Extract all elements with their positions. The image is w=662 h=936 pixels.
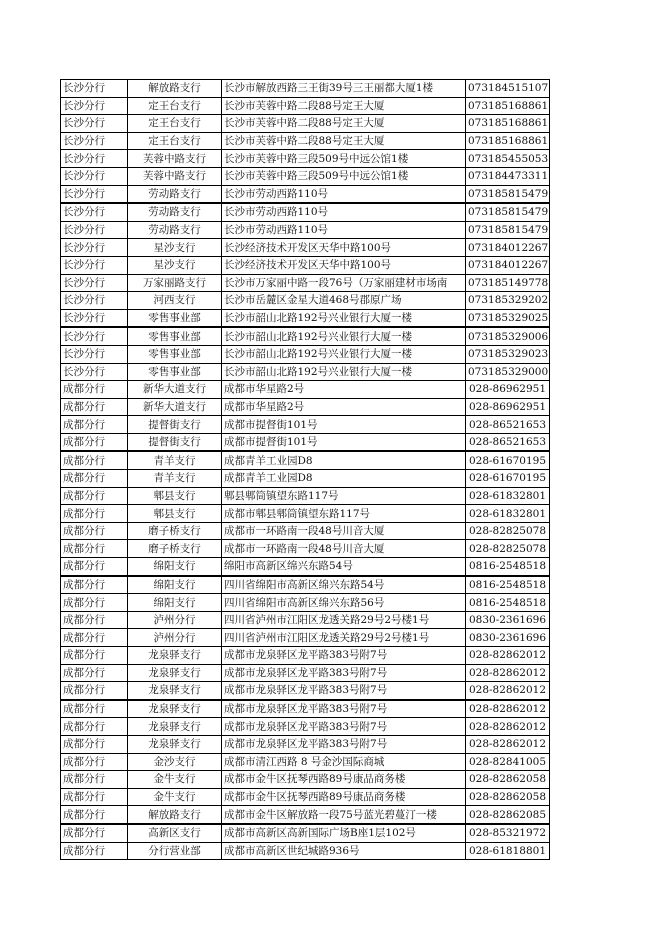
branch-cell: 长沙分行 [61,167,128,185]
table-row [61,487,550,505]
phone-cell: 073185815479 [466,185,550,203]
phone-cell: 073184012267 [466,256,550,274]
phone-cell: 073185329025 [466,309,550,327]
branch-cell: 成都分行 [61,505,128,523]
address-cell: 成都市龙泉驿区龙平路383号附7号 [222,647,466,665]
branch-cell: 成都分行 [61,487,128,505]
table-row [61,203,550,221]
sub-branch-cell: 龙泉驿支行 [128,647,222,665]
address-cell: 长沙市解放西路三王街39号三王丽都大厦1楼 [222,80,466,98]
phone-cell: 028-61832801 [466,505,550,523]
table-row [61,682,550,700]
address-cell: 长沙市芙蓉中路三段509号中远公馆1楼 [222,167,466,185]
branch-cell: 长沙分行 [61,203,128,221]
address-cell: 成都市郫县郫筒镇望东路117号 [222,505,466,523]
branch-cell: 成都分行 [61,806,128,824]
branch-cell: 长沙分行 [61,221,128,239]
branch-cell: 长沙分行 [61,132,128,150]
phone-cell: 0830-2361696 [466,629,550,647]
table-row [61,629,550,647]
table-row [61,256,550,274]
sub-branch-cell: 龙泉驿支行 [128,735,222,753]
table-row [61,788,550,806]
phone-cell: 028-85321972 [466,824,550,842]
sub-branch-cell: 劳动路支行 [128,185,222,203]
branch-cell: 长沙分行 [61,274,128,292]
phone-cell: 028-82862012 [466,664,550,682]
phone-cell: 028-86521653 [466,416,550,434]
sub-branch-cell: 零售事业部 [128,363,222,381]
sub-branch-cell: 郫县支行 [128,505,222,523]
phone-cell: 073185168861 [466,132,550,150]
table-row [61,239,550,257]
phone-cell: 028-61670195 [466,451,550,469]
sub-branch-cell: 分行营业部 [128,842,222,860]
sub-branch-cell: 芙蓉中路支行 [128,150,222,168]
address-cell: 成都市龙泉驿区龙平路383号附7号 [222,700,466,718]
table-row [61,700,550,718]
sub-branch-cell: 劳动路支行 [128,221,222,239]
address-cell: 成都青羊工业园D8 [222,470,466,488]
table-row [61,842,550,860]
phone-cell: 073185168861 [466,97,550,115]
table-row [61,806,550,824]
branch-cell: 成都分行 [61,788,128,806]
address-cell: 长沙市万家丽中路一段76号（万家丽建材市场南 [222,274,466,292]
address-cell: 成都市龙泉驿区龙平路383号附7号 [222,682,466,700]
phone-cell: 028-82841005 [466,753,550,771]
table-row [61,345,550,363]
branch-cell: 成都分行 [61,576,128,594]
branch-cell: 成都分行 [61,470,128,488]
address-cell: 成都市华星路2号 [222,398,466,416]
sub-branch-cell: 零售事业部 [128,345,222,363]
sub-branch-cell: 定王台支行 [128,97,222,115]
table-row [61,416,550,434]
branch-cell: 长沙分行 [61,327,128,345]
branch-cell: 成都分行 [61,451,128,469]
table-row [61,381,550,399]
branch-cell: 成都分行 [61,433,128,451]
sub-branch-cell: 郫县支行 [128,487,222,505]
phone-cell: 028-82862012 [466,647,550,665]
phone-cell: 028-82862058 [466,771,550,789]
table-row [61,558,550,576]
sub-branch-cell: 泸州分行 [128,611,222,629]
address-cell: 成都市华星路2号 [222,381,466,399]
phone-cell: 028-61818801 [466,842,550,860]
phone-cell: 028-86521653 [466,433,550,451]
branch-cell: 成都分行 [61,594,128,612]
phone-cell: 028-86962951 [466,398,550,416]
table-row [61,80,550,98]
table-row [61,505,550,523]
sub-branch-cell: 青羊支行 [128,451,222,469]
sub-branch-cell: 金牛支行 [128,771,222,789]
sub-branch-cell: 零售事业部 [128,309,222,327]
table-row [61,753,550,771]
sub-branch-cell: 新华大道支行 [128,381,222,399]
sub-branch-cell: 零售事业部 [128,327,222,345]
table-row [61,274,550,292]
table-row [61,522,550,540]
branch-cell: 长沙分行 [61,256,128,274]
address-cell: 长沙市芙蓉中路二段88号定王大厦 [222,97,466,115]
table-row [61,167,550,185]
table-row [61,735,550,753]
branch-cell: 成都分行 [61,842,128,860]
table-row [61,451,550,469]
branch-cell: 成都分行 [61,416,128,434]
sub-branch-cell: 绵阳支行 [128,576,222,594]
address-cell: 四川省泸州市江阳区龙透关路29号2号楼1号 [222,611,466,629]
sub-branch-cell: 解放路支行 [128,80,222,98]
sub-branch-cell: 河西支行 [128,292,222,310]
branch-cell: 长沙分行 [61,97,128,115]
table-row [61,115,550,133]
address-cell: 长沙市韶山北路192号兴业银行大厦一楼 [222,345,466,363]
branch-cell: 长沙分行 [61,309,128,327]
sub-branch-cell: 定王台支行 [128,115,222,133]
table-row [61,150,550,168]
branch-cell: 成都分行 [61,735,128,753]
table-row [61,576,550,594]
sub-branch-cell: 泸州分行 [128,629,222,647]
sub-branch-cell: 星沙支行 [128,256,222,274]
phone-cell: 0830-2361696 [466,611,550,629]
table-row [61,824,550,842]
address-cell: 长沙市劳动西路110号 [222,221,466,239]
sub-branch-cell: 万家丽路支行 [128,274,222,292]
phone-cell: 028-61670195 [466,470,550,488]
branch-cell: 长沙分行 [61,239,128,257]
table-row [61,540,550,558]
sub-branch-cell: 提督街支行 [128,416,222,434]
address-cell: 成都市高新区高新国际广场B座1层102号 [222,824,466,842]
sub-branch-cell: 磨子桥支行 [128,522,222,540]
address-cell: 四川省绵阳市高新区绵兴东路56号 [222,594,466,612]
table-row [61,470,550,488]
sub-branch-cell: 星沙支行 [128,239,222,257]
phone-cell: 073185815479 [466,221,550,239]
address-cell: 长沙市韶山北路192号兴业银行大厦一楼 [222,327,466,345]
branch-cell: 成都分行 [61,771,128,789]
phone-cell: 028-82825078 [466,540,550,558]
sub-branch-cell: 解放路支行 [128,806,222,824]
phone-cell: 028-82862058 [466,788,550,806]
branch-cell: 成都分行 [61,381,128,399]
phone-cell: 028-82862012 [466,700,550,718]
phone-cell: 073185329023 [466,345,550,363]
sub-branch-cell: 磨子桥支行 [128,540,222,558]
branch-cell: 成都分行 [61,629,128,647]
branch-cell: 成都分行 [61,824,128,842]
phone-cell: 0816-2548518 [466,576,550,594]
address-cell: 成都青羊工业园D8 [222,451,466,469]
branch-cell: 成都分行 [61,647,128,665]
table-row [61,221,550,239]
sub-branch-cell: 定王台支行 [128,132,222,150]
branch-table-body [61,80,550,860]
table-row [61,185,550,203]
branch-cell: 长沙分行 [61,150,128,168]
address-cell: 长沙市韶山北路192号兴业银行大厦一楼 [222,309,466,327]
address-cell: 成都市一环路南一段48号川音大厦 [222,522,466,540]
address-cell: 四川省泸州市江阳区龙透关路29号2号楼1号 [222,629,466,647]
address-cell: 四川省绵阳市高新区绵兴东路54号 [222,576,466,594]
table-row [61,433,550,451]
branch-cell: 成都分行 [61,664,128,682]
table-row [61,327,550,345]
address-cell: 长沙经济技术开发区天华中路100号 [222,239,466,257]
sub-branch-cell: 龙泉驿支行 [128,718,222,736]
phone-cell: 028-61832801 [466,487,550,505]
address-cell: 长沙市劳动西路110号 [222,185,466,203]
address-cell: 长沙经济技术开发区天华中路100号 [222,256,466,274]
phone-cell: 028-82862085 [466,806,550,824]
sub-branch-cell: 绵阳支行 [128,594,222,612]
branch-cell: 长沙分行 [61,185,128,203]
address-cell: 成都市金牛区解放路一段75号蓝光碧蔓汀一楼 [222,806,466,824]
table-row [61,309,550,327]
address-cell: 长沙市劳动西路110号 [222,203,466,221]
address-cell: 成都市龙泉驿区龙平路383号附7号 [222,664,466,682]
table-row [61,664,550,682]
branch-cell: 成都分行 [61,700,128,718]
address-cell: 绵阳市高新区绵兴东路54号 [222,558,466,576]
branch-cell: 长沙分行 [61,80,128,98]
phone-cell: 073184473311 [466,167,550,185]
phone-cell: 073185329006 [466,327,550,345]
phone-cell: 073185168861 [466,115,550,133]
phone-cell: 028-82862012 [466,682,550,700]
branch-cell: 长沙分行 [61,292,128,310]
sub-branch-cell: 金沙支行 [128,753,222,771]
table-row [61,132,550,150]
table-row [61,771,550,789]
phone-cell: 028-86962951 [466,381,550,399]
branch-cell: 成都分行 [61,682,128,700]
branch-cell: 成都分行 [61,398,128,416]
address-cell: 郫县郫筒镇望东路117号 [222,487,466,505]
branch-cell: 成都分行 [61,540,128,558]
phone-cell: 028-82862012 [466,718,550,736]
address-cell: 成都市提督街101号 [222,433,466,451]
address-cell: 成都市清江西路 8 号金沙国际商城 [222,753,466,771]
phone-cell: 073185455053 [466,150,550,168]
phone-cell: 028-82825078 [466,522,550,540]
sub-branch-cell: 劳动路支行 [128,203,222,221]
phone-cell: 073185815479 [466,203,550,221]
table-row [61,97,550,115]
branch-cell: 长沙分行 [61,363,128,381]
address-cell: 长沙市芙蓉中路二段88号定王大厦 [222,132,466,150]
address-cell: 成都市金牛区抚琴西路89号康品商务楼 [222,788,466,806]
branch-cell: 成都分行 [61,522,128,540]
table-row [61,611,550,629]
phone-cell: 073184515107 [466,80,550,98]
sub-branch-cell: 金牛支行 [128,788,222,806]
phone-cell: 028-82862012 [466,735,550,753]
phone-cell: 073185329000 [466,363,550,381]
table-row [61,363,550,381]
address-cell: 长沙市芙蓉中路三段509号中远公馆1楼 [222,150,466,168]
address-cell: 长沙市韶山北路192号兴业银行大厦一楼 [222,363,466,381]
address-cell: 成都市金牛区抚琴西路89号康品商务楼 [222,771,466,789]
branch-table [60,79,550,860]
address-cell: 成都市提督街101号 [222,416,466,434]
address-cell: 长沙市岳麓区金星大道468号郡原广场 [222,292,466,310]
sub-branch-cell: 提督街支行 [128,433,222,451]
address-cell: 成都市龙泉驿区龙平路383号附7号 [222,735,466,753]
branch-cell: 成都分行 [61,611,128,629]
sub-branch-cell: 龙泉驿支行 [128,664,222,682]
branch-cell: 长沙分行 [61,345,128,363]
address-cell: 成都市龙泉驿区龙平路383号附7号 [222,718,466,736]
table-row [61,718,550,736]
sub-branch-cell: 芙蓉中路支行 [128,167,222,185]
sub-branch-cell: 龙泉驿支行 [128,682,222,700]
branch-cell: 成都分行 [61,558,128,576]
sub-branch-cell: 新华大道支行 [128,398,222,416]
branch-cell: 成都分行 [61,718,128,736]
phone-cell: 073184012267 [466,239,550,257]
phone-cell: 073185329202 [466,292,550,310]
phone-cell: 073185149778 [466,274,550,292]
table-row [61,594,550,612]
phone-cell: 0816-2548518 [466,558,550,576]
sub-branch-cell: 青羊支行 [128,470,222,488]
branch-cell: 长沙分行 [61,115,128,133]
table-row [61,292,550,310]
address-cell: 长沙市芙蓉中路二段88号定王大厦 [222,115,466,133]
phone-cell: 0816-2548518 [466,594,550,612]
sub-branch-cell: 绵阳支行 [128,558,222,576]
address-cell: 成都市一环路南一段48号川音大厦 [222,540,466,558]
table-row [61,398,550,416]
sub-branch-cell: 高新区支行 [128,824,222,842]
address-cell: 成都市高新区世纪城路936号 [222,842,466,860]
table-row [61,647,550,665]
sub-branch-cell: 龙泉驿支行 [128,700,222,718]
branch-cell: 成都分行 [61,753,128,771]
